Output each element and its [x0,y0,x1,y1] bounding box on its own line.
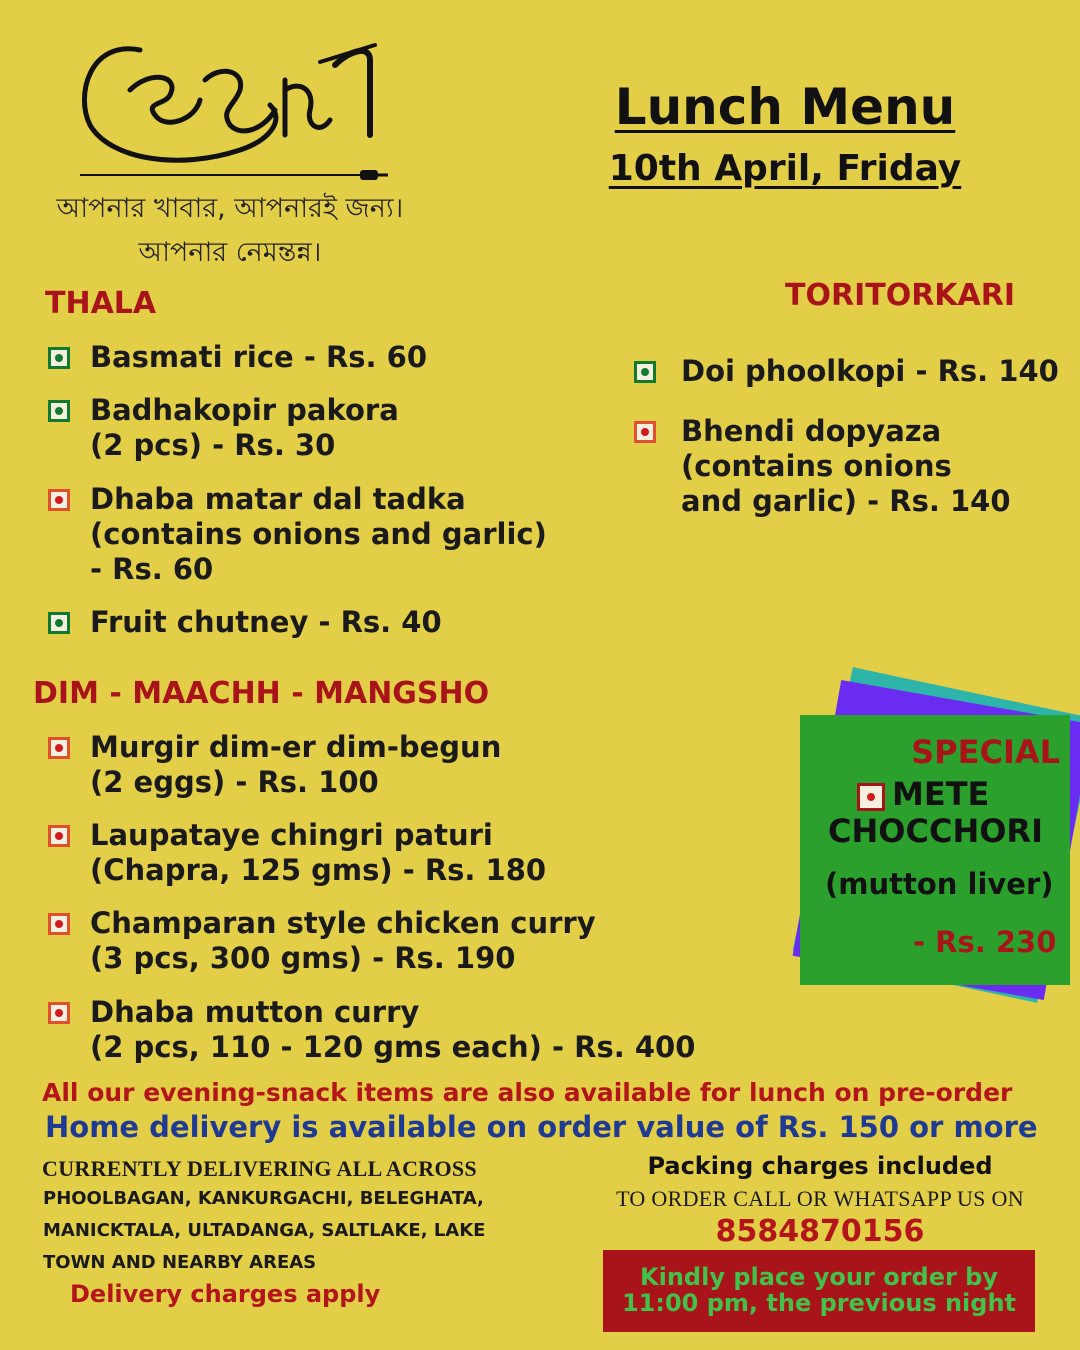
menu-item [90,730,501,800]
non-veg-icon [48,737,70,759]
delivery-area-line: MANICKTALA, ULTADANGA, SALTLAKE, LAKE [43,1220,486,1241]
veg-icon [48,612,70,634]
non-veg-icon [48,913,70,935]
menu-item [681,414,1011,519]
section-heading-thala: THALA [45,286,157,321]
snacks-note: All our evening-snack items are also available for lunch on pre-order [42,1078,1013,1107]
special-name-line-2: CHOCCHORI [828,812,1043,850]
menu-item-line: Badhakopir pakora [90,393,399,427]
special-price: - Rs. 230 [913,925,1057,959]
menu-item [90,906,596,976]
delivery-note: Home delivery is available on order value of Rs. 150 or more [45,1110,1038,1144]
non-veg-icon [48,825,70,847]
menu-item-line: Fruit chutney - Rs. 40 [90,605,442,639]
order-deadline-banner [603,1250,1035,1332]
phone-number[interactable]: 8584870156 [715,1214,925,1249]
cta-line-1: Kindly place your order by [640,1263,998,1291]
menu-item [90,340,427,375]
menu-item-line: Laupataye chingri paturi [90,818,493,852]
menu-item-line: (contains onions and garlic) [90,517,547,551]
menu-item-line: Doi phoolkopi - Rs. 140 [681,354,1059,388]
menu-item [90,482,547,587]
menu-item [90,605,442,640]
menu-item-line: Dhaba mutton curry [90,995,420,1029]
non-veg-icon [48,489,70,511]
non-veg-icon [634,421,656,443]
tagline-line-2: আপনার নেমন্তন্ন। [138,237,322,268]
special-box [800,715,1070,985]
menu-item-line: and garlic) - Rs. 140 [681,484,1011,518]
non-veg-icon [857,783,885,811]
menu-item-line: (2 eggs) - Rs. 100 [90,765,379,799]
delivering-label: CURRENTLY DELIVERING ALL ACROSS [42,1156,477,1181]
menu-item-line: (contains onions [681,449,952,483]
special-description: (mutton liver) [825,867,1054,901]
section-heading-toritorkari: TORITORKARI [785,278,1016,313]
menu-item-line: Champaran style chicken curry [90,906,596,940]
brand-logo [70,10,400,195]
menu-item [681,354,1059,389]
veg-icon [634,361,656,383]
menu-item-line: (2 pcs) - Rs. 30 [90,428,336,462]
menu-item-line: Murgir dim-er dim-begun [90,730,502,764]
non-veg-icon [48,1002,70,1024]
delivery-charges-note: Delivery charges apply [70,1280,381,1308]
menu-item-line: (2 pcs, 110 - 120 gms each) - Rs. 400 [90,1030,696,1064]
menu-item [90,393,399,463]
menu-item-line: Bhendi dopyaza [681,414,942,448]
menu-title: Lunch Menu [614,78,956,136]
menu-item-line: (3 pcs, 300 gms) - Rs. 190 [90,941,516,975]
menu-item-line: (Chapra, 125 gms) - Rs. 180 [90,853,547,887]
delivery-areas [43,1183,485,1279]
special-name-line-1: METE [892,775,990,813]
menu-item-line: - Rs. 60 [90,552,214,586]
section-heading-dim-maachh-mangsho: DIM - MAACHH - MANGSHO [33,676,490,711]
menu-item-line: Basmati rice - Rs. 60 [90,340,428,374]
delivery-area-line: TOWN AND NEARBY AREAS [43,1252,317,1273]
cta-line-2: 11:00 pm, the previous night [621,1289,1017,1317]
tagline-line-1: আপনার খাবার, আপনারই জন্য। [56,193,404,224]
menu-date: 10th April, Friday [608,148,962,189]
menu-item [90,818,546,888]
menu-item [90,995,695,1065]
veg-icon [48,400,70,422]
special-heading: SPECIAL [911,733,1060,771]
packing-note: Packing charges included [647,1152,993,1180]
delivery-area-line: PHOOLBAGAN, KANKURGACHI, BELEGHATA, [43,1188,484,1209]
veg-icon [48,347,70,369]
order-label: TO ORDER CALL OR WHATSAPP US ON [616,1186,1024,1211]
menu-item-line: Dhaba matar dal tadka [90,482,466,516]
